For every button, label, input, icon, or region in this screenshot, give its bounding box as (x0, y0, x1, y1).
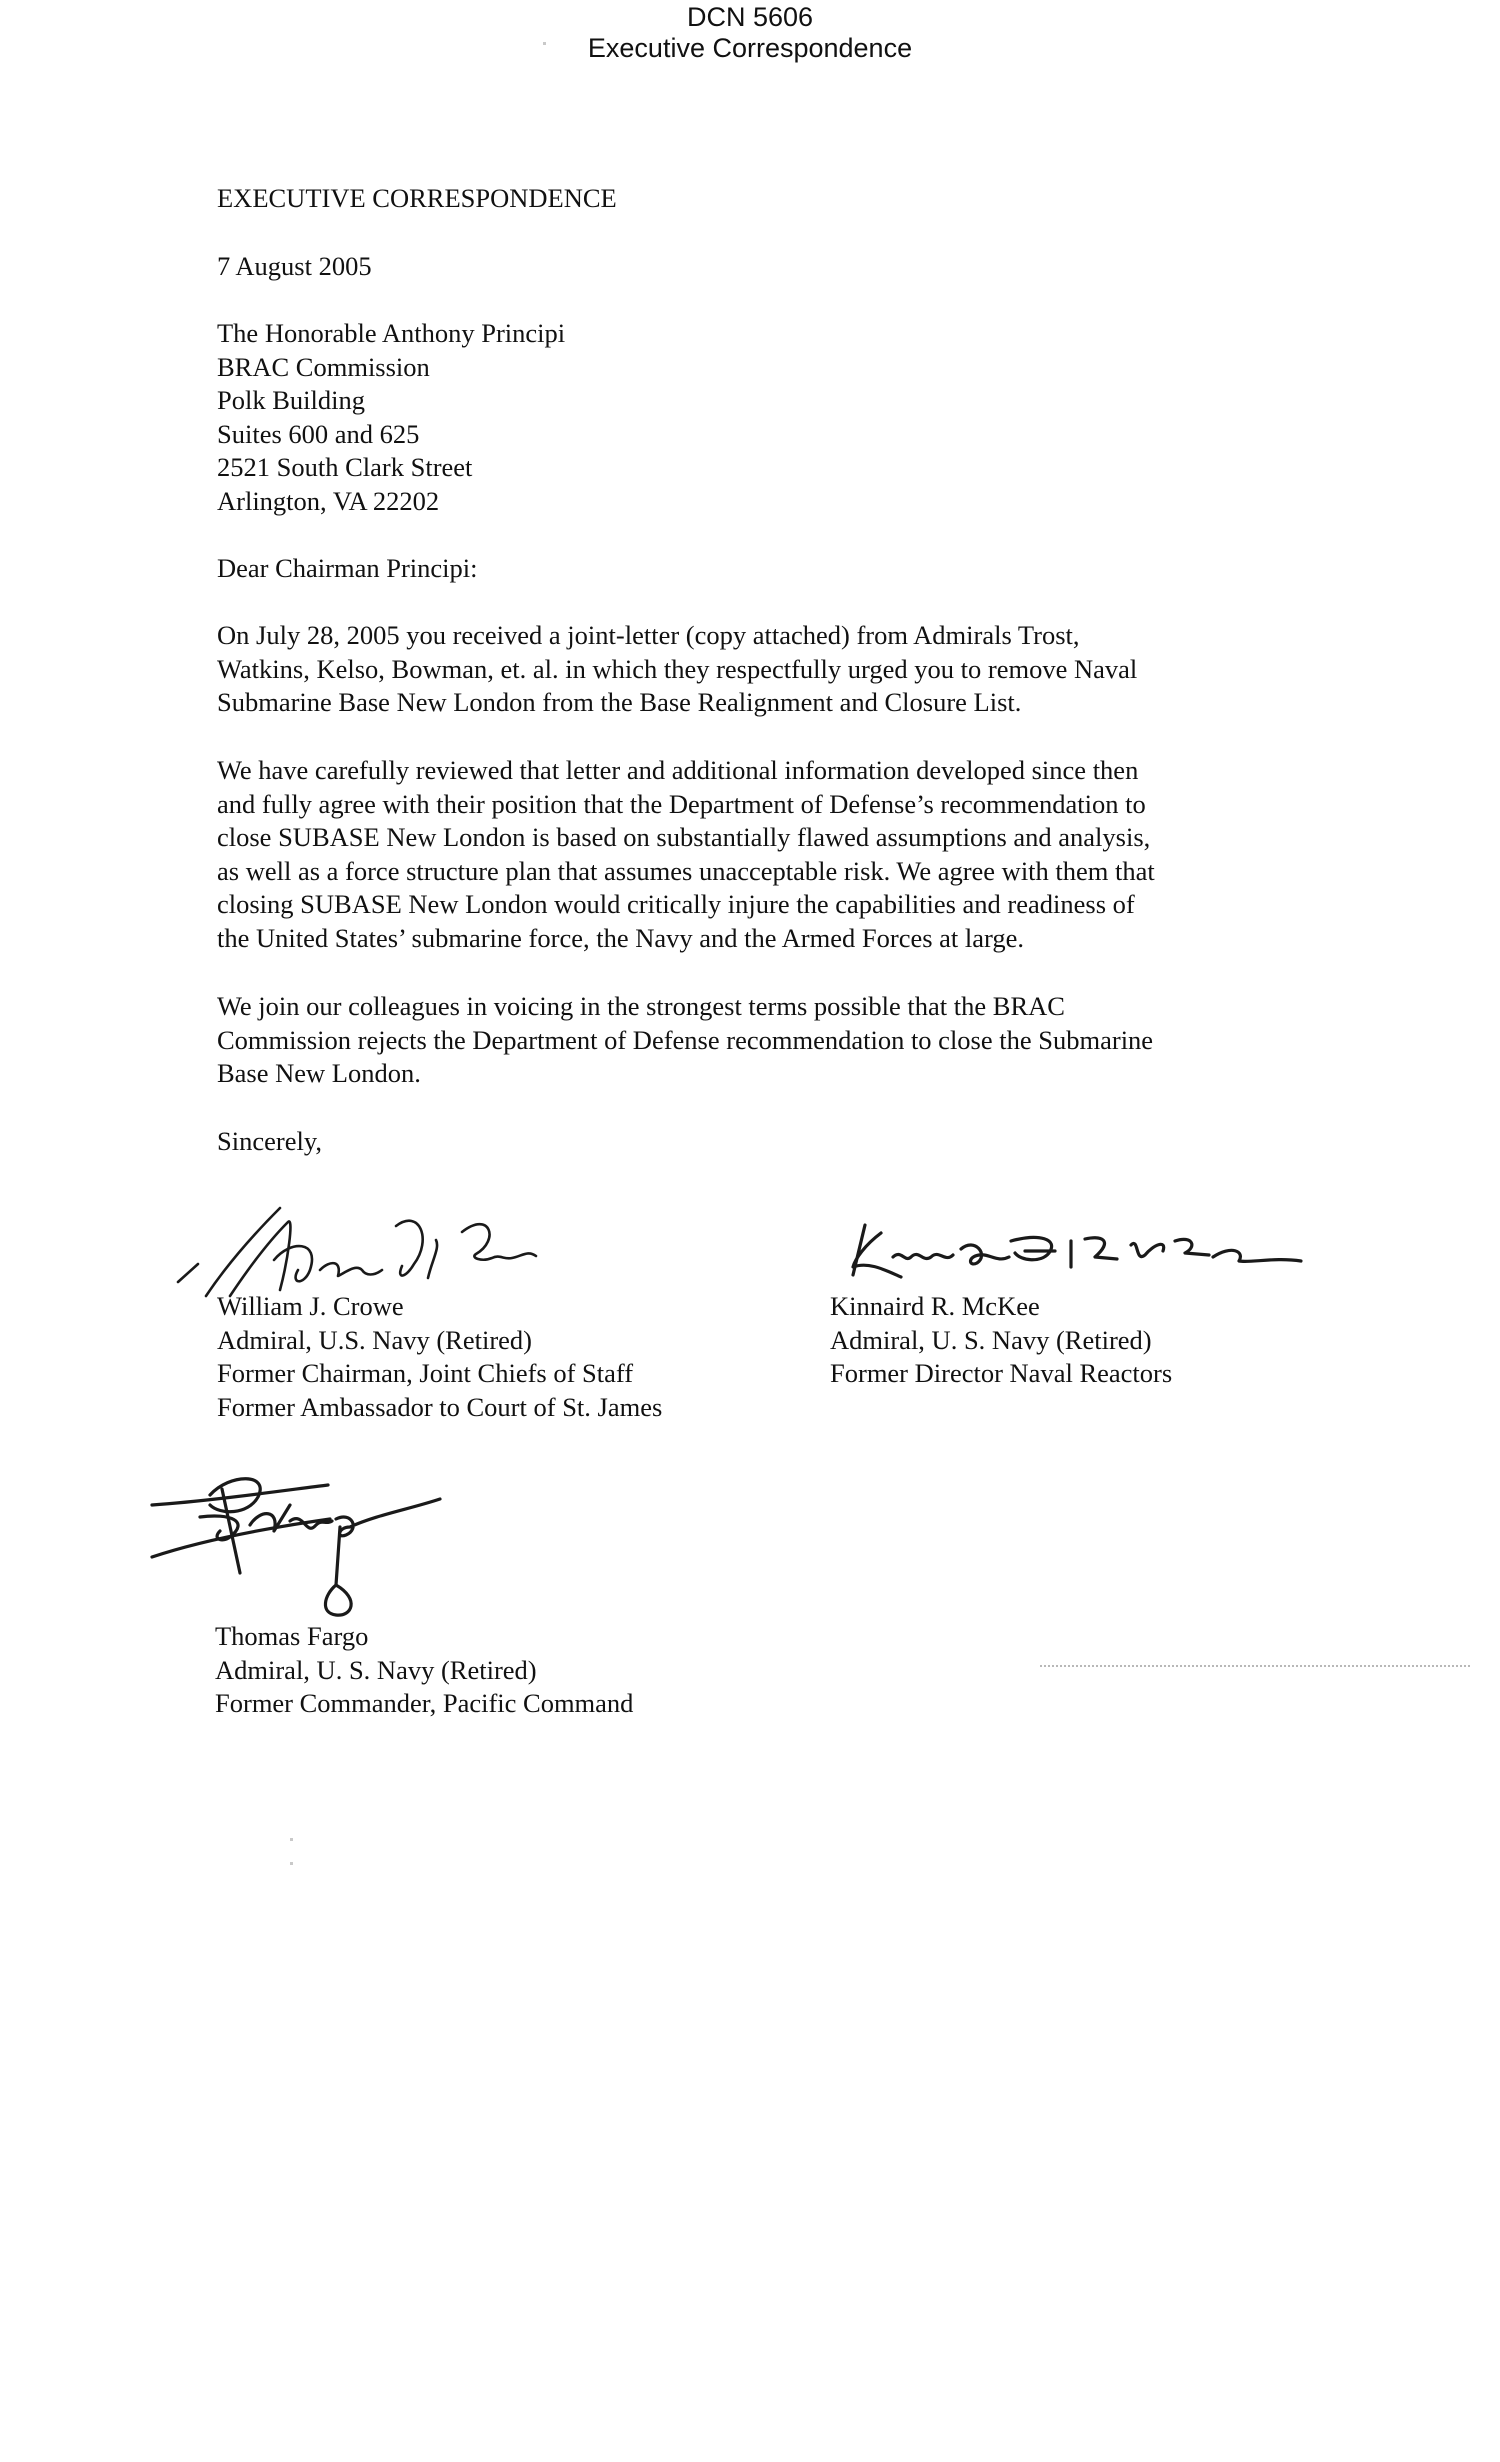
signatory-title: Former Director Naval Reactors (830, 1358, 1173, 1388)
address-line: Polk Building (217, 385, 365, 415)
paragraph-line: We join our colleagues in voicing in the strongest terms possible that the BRAC (217, 991, 1065, 1021)
address-line: The Honorable Anthony Principi (217, 318, 566, 348)
mckee-signature-drawing (835, 1205, 1315, 1295)
body-paragraph-1 (217, 619, 1327, 720)
dcn-number: DCN 5606 (686, 2, 814, 32)
signatory-title: Former Ambassador to Court of St. James (217, 1391, 663, 1422)
paragraph-line: and fully agree with their position that the Department of Defense’s recommendation to (217, 788, 1146, 819)
body-paragraph-2 (217, 754, 1327, 955)
address-line: BRAC Commission (217, 351, 430, 382)
signatory-rank: Admiral, U. S. Navy (Retired) (830, 1324, 1152, 1355)
crowe-signature-block (217, 1290, 662, 1424)
recipient-address (217, 317, 565, 518)
address-line: 2521 South Clark Street (217, 452, 473, 482)
salutation: Dear Chairman Principi: (217, 553, 478, 583)
closing: Sincerely, (217, 1126, 322, 1156)
scan-artifact-dot (290, 1862, 293, 1865)
letter-date: 7 August 2005 (217, 251, 372, 281)
signatory-name: William J. Crowe (217, 1291, 404, 1321)
signatory-title: Former Commander, Pacific Command (215, 1688, 634, 1718)
paragraph-line: the United States’ submarine force, the Navy and the Armed Forces at large. (217, 922, 1025, 953)
signatory-name: Kinnaird R. McKee (830, 1291, 1040, 1321)
fargo-signature-block (215, 1620, 633, 1721)
stamp-label: Executive Correspondence (587, 33, 913, 63)
paragraph-line: Commission rejects the Department of Defense recommendation to close the Submarine (217, 1024, 1154, 1055)
paragraph-line: Submarine Base New London from the Base Realignment and Closure List. (217, 687, 1022, 717)
fargo-signature-drawing (140, 1465, 460, 1625)
signatory-rank: Admiral, U. S. Navy (Retired) (215, 1654, 537, 1685)
mckee-signature (835, 1205, 1315, 1300)
paragraph-line: On July 28, 2005 you received a joint-letter (copy attached) from Admirals Trost, (217, 620, 1080, 650)
paragraph-line: We have carefully reviewed that letter and additional information developed since then (217, 755, 1139, 785)
signatory-name: Thomas Fargo (215, 1621, 369, 1651)
mckee-signature-block (830, 1290, 1172, 1391)
paragraph-line: Watkins, Kelso, Bowman, et. al. in which they respectfully urged you to remove Naval (217, 653, 1138, 684)
signatory-rank: Admiral, U.S. Navy (Retired) (217, 1324, 532, 1355)
scan-artifact-line (1040, 1665, 1470, 1670)
address-line: Suites 600 and 625 (217, 418, 420, 449)
document-stamp (0, 2, 1500, 64)
body-paragraph-3 (217, 990, 1327, 1091)
fargo-signature (140, 1465, 460, 1630)
paragraph-line: as well as a force structure plan that assumes unacceptable risk. We agree with them that (217, 855, 1155, 886)
address-line: Arlington, VA 22202 (217, 485, 440, 516)
scan-artifact-dot (290, 1838, 293, 1841)
signatory-title: Former Chairman, Joint Chiefs of Staff (217, 1358, 634, 1388)
paragraph-line: closing SUBASE New London would critically injure the capabilities and readiness of (217, 889, 1135, 919)
paragraph-line: Base New London. (217, 1058, 421, 1088)
letter-heading: EXECUTIVE CORRESPONDENCE (217, 183, 617, 213)
scan-artifact-dot (543, 42, 546, 45)
paragraph-line: close SUBASE New London is based on substantially flawed assumptions and analysis, (217, 822, 1151, 852)
